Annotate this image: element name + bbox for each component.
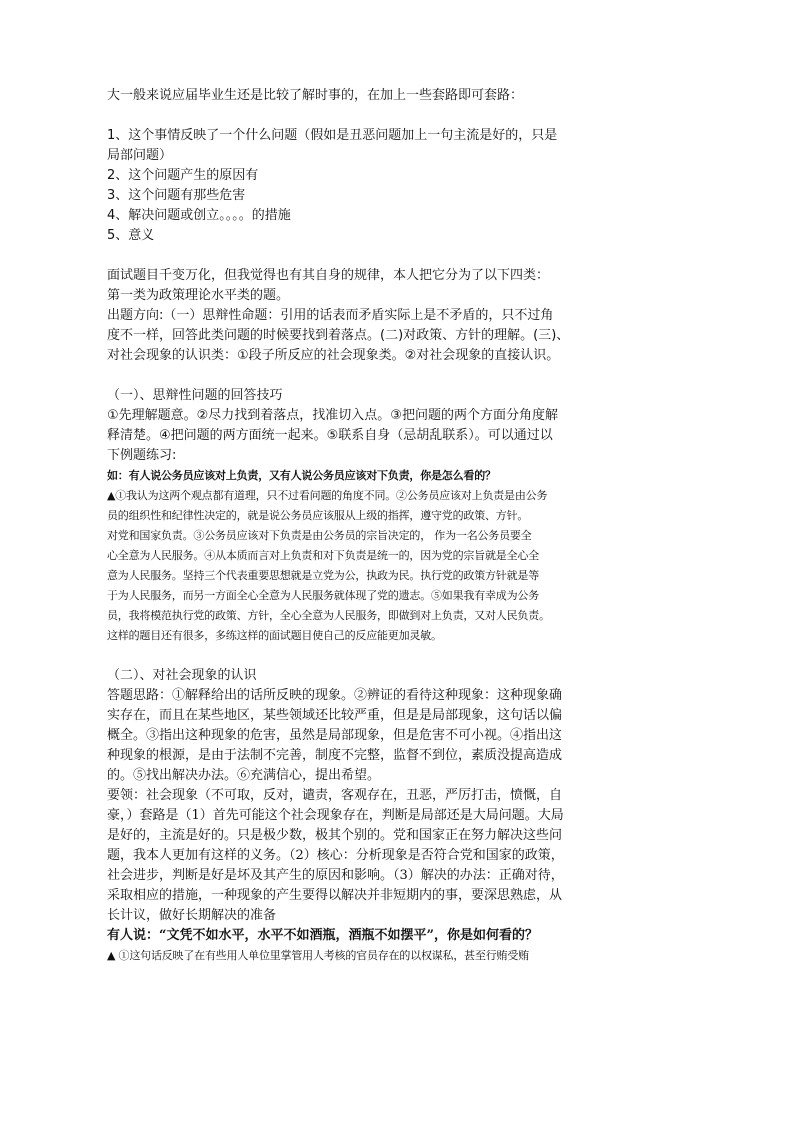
- spacer: [107, 106, 697, 126]
- answer-line: ▲ ①这句话反映了在有些用人单位里掌管用人考核的官员存在的以权谋私，甚至行贿受贿: [107, 949, 529, 962]
- answer-line: 员，我将模范执行党的政策、方针，全心全意为人民服务，即做到对上负责，又对人民负责。: [107, 609, 550, 622]
- step-line: 1、这个事情反映了一个什么问题（假如是丑恶问题加上一句主流是好的，只是: [107, 128, 558, 143]
- section-line: 下例题练习:: [107, 448, 177, 463]
- step-line: 5、意义: [107, 228, 155, 243]
- section-dialectical: [107, 386, 697, 646]
- spacer: [107, 646, 697, 666]
- section-line: 的。⑤找出解决办法。⑥充满信心，提出希望。: [107, 768, 381, 783]
- example-question: 有人说：“文凭不如水平，水平不如酒瓶，酒瓶不如摆平”，你是如何看的？: [107, 928, 538, 943]
- section-line: 种现象的根源，是由于法制不完善，制度不完整，监督不到位，素质没提高造成: [107, 748, 563, 763]
- categories-line: 第一类为政策理论水平类的题。: [107, 288, 290, 303]
- categories-line: 度不一样，回答此类问题的时候要找到着落点。(二)对政策、方针的理解。(三)、: [107, 328, 570, 343]
- section-line: 长计议，做好长期解决的准备: [107, 908, 277, 923]
- categories-line: 出题方向:（一）思辩性命题：引用的话表而矛盾实际上是不矛盾的，只不过角: [107, 308, 554, 323]
- answer-line: 员的组织性和纪律性决定的，就是说公务员应该服从上级的指挥，遵守党的政策、方针。: [107, 509, 529, 522]
- section-social-phenomena: [107, 666, 697, 966]
- step-line: 3、这个问题有那些危害: [107, 188, 246, 203]
- section-line: 释清楚。④把问题的两方面统一起来。⑤联系自身（忌胡乱联系）。可以通过以: [107, 428, 553, 443]
- section-title: （一）、思辩性问题的回答技巧: [107, 388, 283, 403]
- section-line: ①先理解题意。②尽力找到着落点，找准切入点。③把问题的两个方面分角度解: [107, 408, 558, 423]
- answer-line: 对党和国家负责。③公务员应该对下负责是由公务员的宗旨决定的， 作为一名公务员要全: [107, 529, 532, 542]
- steps-list: [107, 126, 697, 246]
- document-page: [107, 86, 697, 966]
- section-line: 题，我本人更加有这样的义务。（2）核心：分析现象是否符合党和国家的政策，: [107, 848, 564, 863]
- example-question: 如：有人说公务员应该对上负责，又有人说公务员应该对下负责，你是怎么看的？: [107, 469, 496, 482]
- intro-paragraph: 大一般来说应届毕业生还是比较了解时事的，在加上一些套路即可套路：: [107, 88, 524, 103]
- section-line: 实存在，而且在某些地区，某些领域还比较严重，但是是局部现象，这句话以偏: [107, 708, 563, 723]
- step-line: 4、解决问题或创立。。。。的措施: [107, 208, 291, 223]
- section-line: 豪，）套路是（1）首先可能这个社会现象存在，判断是局部还是大局问题。大局: [107, 808, 564, 823]
- step-line: 2、这个问题产生的原因有: [107, 168, 259, 183]
- answer-line: 这样的题目还有很多，多练这样的面试题目使自己的反应能更加灵敏。: [107, 629, 442, 642]
- section-line: 采取相应的措施，一种现象的产生要得以解决并非短期内的事，要深思熟虑，从: [107, 888, 563, 903]
- section-line: 社会进步，判断是好是坏及其产生的原因和影响。（3）解决的办法：正确对待，: [107, 868, 564, 883]
- section-line: 是好的，主流是好的。只是极少数，极其个别的。党和国家正在努力解决这些问: [107, 828, 563, 843]
- spacer: [107, 366, 697, 386]
- section-line: 要领：社会现象（不可取，反对，谴责，客观存在，丑恶，严厉打击，愤慨，自: [107, 788, 563, 803]
- section-line: 概全。③指出这种现象的危害，虽然是局部现象，但是危害不可小视。④指出这: [107, 728, 563, 743]
- step-line: 局部问题）: [107, 148, 173, 163]
- section-line: 答题思路：①解释给出的话所反映的现象。②辨证的看待这种现象：这种现象确: [107, 688, 563, 703]
- section-title: （二）、对社会现象的认识: [107, 668, 257, 683]
- answer-line: 心全意为人民服务。④从本质而言对上负责和对下负责是统一的，因为党的宗旨就是全心全: [107, 549, 539, 562]
- spacer: [107, 246, 697, 266]
- answer-line: ▲①我认为这两个观点都有道理，只不过看问题的角度不同。②公务员应该对上负责是由公务: [107, 489, 548, 502]
- categories-line: 对社会现象的认识类：①段子所反应的社会现象类。②对社会现象的直接认识。: [107, 348, 560, 363]
- categories-paragraph: [107, 266, 697, 366]
- answer-line: 于为人民服务，而另一方面全心全意为人民服务就体现了党的遗志。⑤如果我有幸成为公务: [107, 589, 539, 602]
- categories-line: 面试题目千变万化，但我觉得也有其自身的规律，本人把它分为了以下四类：: [107, 268, 550, 283]
- answer-line: 意为人民服务。坚持三个代表重要思想就是立党为公，执政为民。执行党的政策方针就是等: [107, 569, 539, 582]
